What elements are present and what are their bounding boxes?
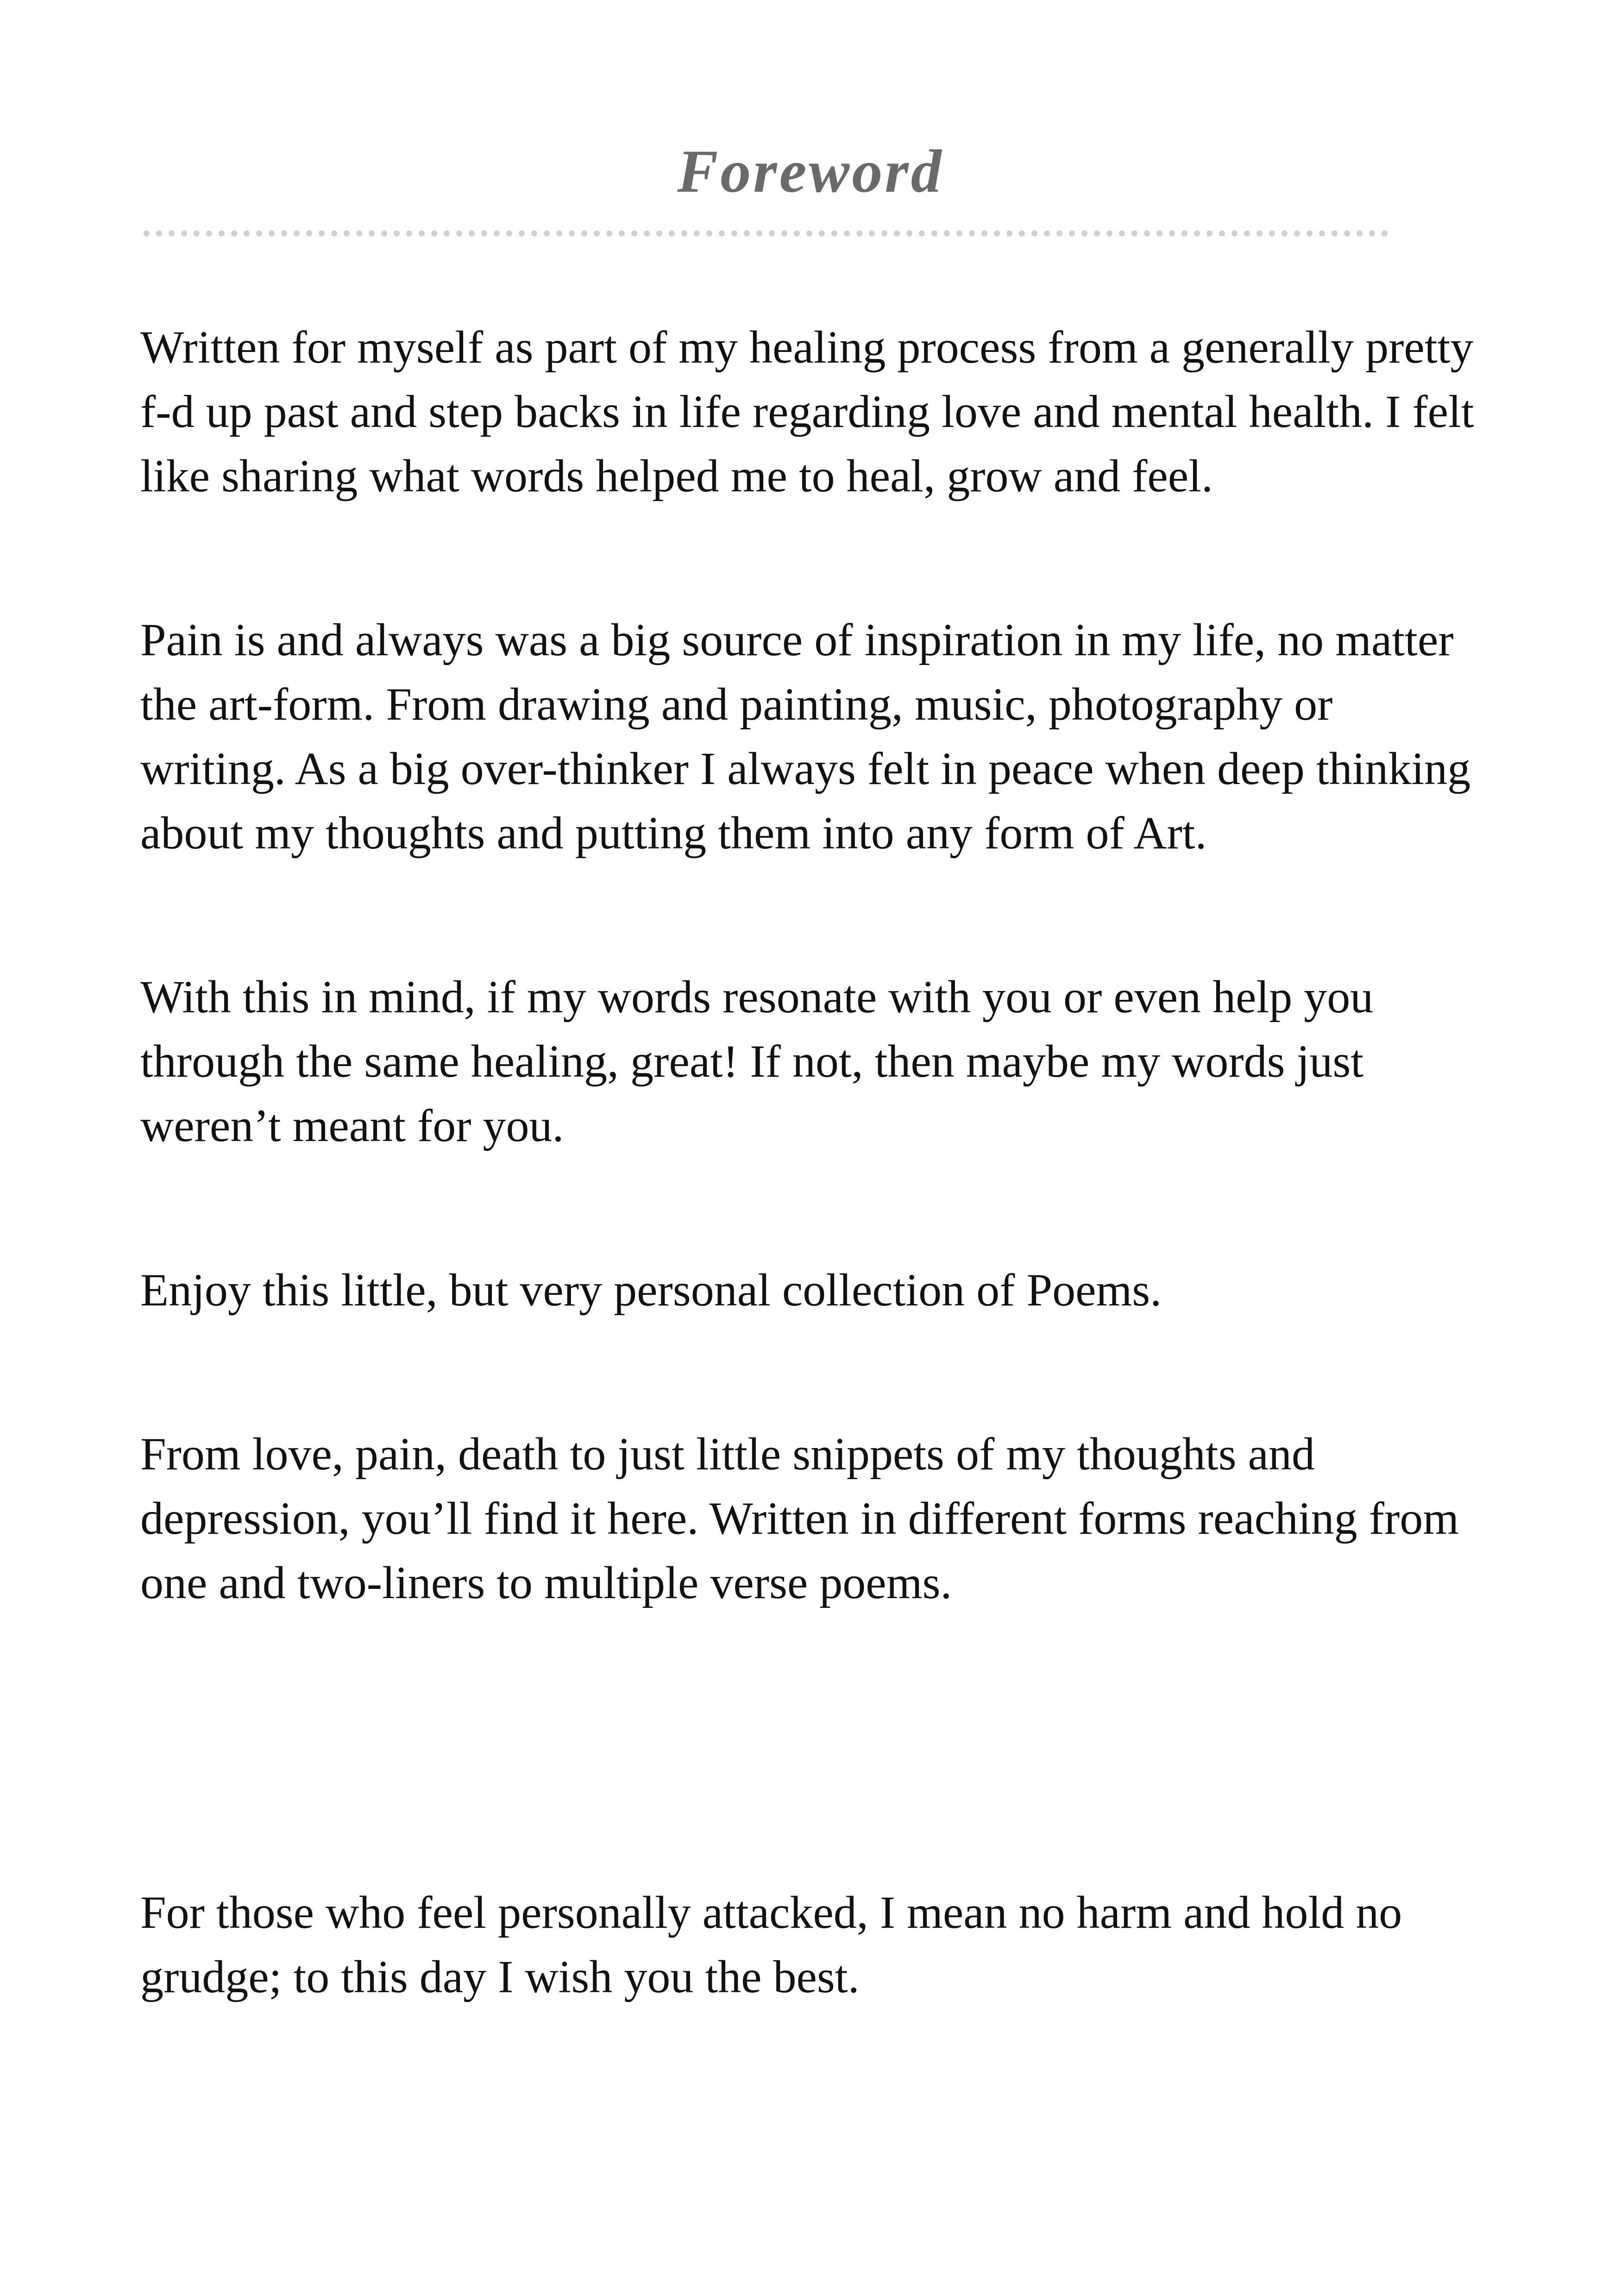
paragraph-5 <box>140 1422 1507 1615</box>
paragraph-line: one and two-liners to multiple verse poems. <box>140 1557 952 1608</box>
paragraph-line: Enjoy this little, but very personal collection of Poems. <box>140 1264 1162 1316</box>
paragraph-line: the art-form. From drawing and painting, music, photography or <box>140 678 1333 730</box>
paragraph-line: For those who feel personally attacked, I mean no harm and hold no <box>140 1887 1402 1938</box>
paragraph-line: weren’t meant for you. <box>140 1100 564 1151</box>
page-title: Foreword <box>677 137 944 205</box>
paragraph-line: writing. As a big over-thinker I always felt in peace when deep thinking <box>140 743 1471 794</box>
paragraph-1 <box>140 315 1507 508</box>
dotted-divider <box>140 230 1391 237</box>
paragraph-line: grudge; to this day I wish you the best. <box>140 1951 860 2002</box>
paragraph-6 <box>140 1880 1507 2009</box>
paragraph-line: through the same healing, great! If not, then maybe my words just <box>140 1035 1364 1087</box>
paragraph-line: f-d up past and step backs in life regarding love and mental health. I felt <box>140 386 1474 437</box>
paragraph-line: Written for myself as part of my healing process from a generally pretty <box>140 321 1474 373</box>
paragraph-line: like sharing what words helped me to heal, grow and feel. <box>140 450 1213 502</box>
paragraph-line: Pain is and always was a big source of inspiration in my life, no matter <box>140 614 1454 665</box>
paragraph-4 <box>140 1258 1507 1322</box>
paragraph-line: From love, pain, death to just little snippets of my thoughts and <box>140 1428 1315 1480</box>
paragraph-2 <box>140 608 1507 865</box>
paragraph-line: about my thoughts and putting them into any form of Art. <box>140 807 1207 859</box>
paragraph-line: depression, you’ll find it here. Written in different forms reaching from <box>140 1493 1459 1544</box>
paragraph-3 <box>140 965 1507 1158</box>
paragraph-line: With this in mind, if my words resonate with you or even help you <box>140 971 1374 1023</box>
